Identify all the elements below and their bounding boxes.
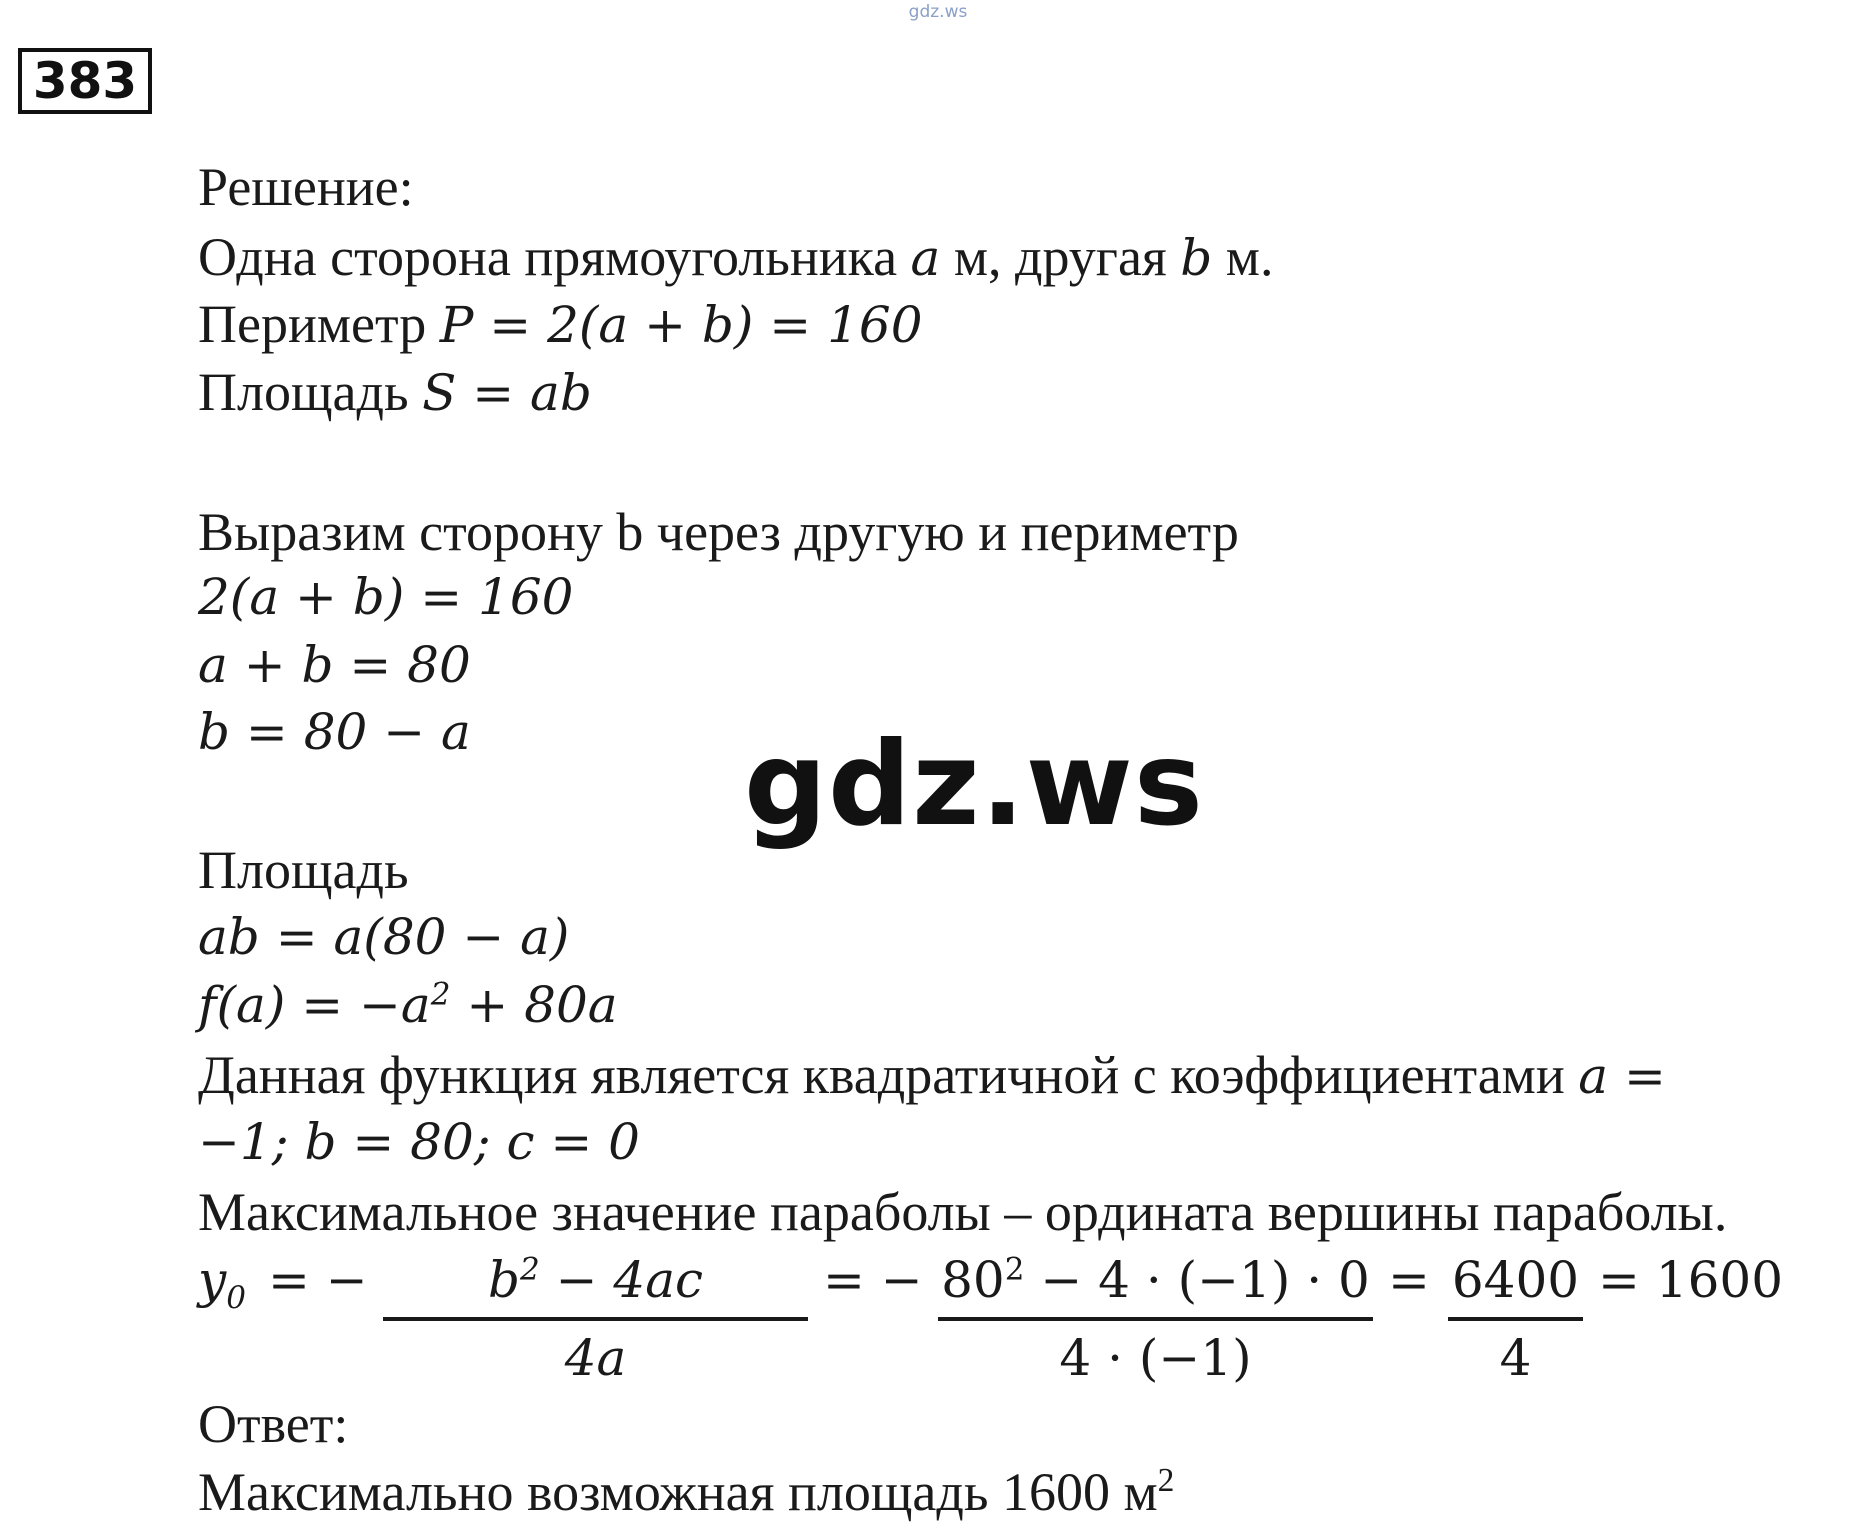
area-formula: S = ab [422, 364, 592, 422]
fraction-bar [383, 1317, 808, 1321]
fraction-simplified-numerator: 6400 [1451, 1251, 1580, 1309]
equation-2: a + b = 80 [198, 636, 471, 694]
perimeter-line [198, 292, 923, 357]
sides-text-start: Одна сторона прямоугольника [198, 227, 911, 287]
sides-sentence [198, 225, 1273, 290]
fraction-general-numerator: $b^2 - 4ac$ [487, 1251, 704, 1309]
side-a-var: a [910, 229, 941, 287]
answer-exponent: 2 [1157, 1462, 1175, 1499]
fraction-substituted-numerator: $80^2 - 4 \cdot (-1) \cdot 0$ [941, 1251, 1370, 1309]
quadratic-var-a: a = [1578, 1047, 1666, 1105]
vertex-eq-minus-1: = − [268, 1251, 368, 1309]
fraction-bar [938, 1317, 1373, 1321]
site-mark: gdz.ws [908, 2, 968, 22]
equation-1: 2(a + b) = 160 [198, 568, 574, 626]
area-heading: Площадь [198, 840, 409, 900]
quadratic-sentence [198, 1043, 1666, 1108]
sides-text-mid: м, другая [940, 227, 1181, 287]
fraction-general-denominator: 4a [564, 1329, 627, 1387]
side-b-var: b [1180, 229, 1213, 287]
perimeter-formula: P = 2(a + b) = 160 [439, 296, 923, 354]
watermark-logo: gdz.ws [744, 717, 1204, 852]
fraction-bar [1448, 1317, 1583, 1321]
equation-3: b = 80 − a [198, 703, 471, 761]
fraction-substituted [938, 1245, 1373, 1393]
area-label: Площадь [198, 362, 423, 422]
fraction-substituted-denominator: 4 · (−1) [1059, 1329, 1252, 1387]
function-exponent: 2 [430, 976, 451, 1013]
vertex-y: $y_0$ [198, 1251, 246, 1316]
fraction-general [383, 1245, 808, 1393]
vertex-result: = 1600 [1598, 1251, 1784, 1309]
express-sentence: Выразим сторону b через другую и периметр [198, 502, 1239, 562]
vertex-eq-minus-2: = − [823, 1251, 923, 1309]
solution-heading: Решение: [198, 157, 414, 217]
vertex-y-subscript: 0 [226, 1280, 246, 1316]
area-equation: ab = a(80 − a) [198, 908, 570, 966]
fraction-simplified [1448, 1245, 1583, 1393]
quadratic-text: Данная функция является квадратичной с коэффициентами [198, 1045, 1579, 1105]
vertex-eq-3: = [1388, 1251, 1430, 1309]
coefficients: −1; b = 80; c = 0 [198, 1113, 640, 1171]
function-lhs: f(a) = −a [198, 976, 431, 1034]
sides-text-end: м. [1212, 227, 1274, 287]
fraction-simplified-denominator: 4 [1499, 1329, 1532, 1387]
answer-heading: Ответ: [198, 1394, 349, 1454]
max-value-sentence: Максимальное значение параболы – ордината вершины параболы. [198, 1182, 1728, 1242]
area-line [198, 360, 592, 425]
function-rhs: + 80a [450, 976, 618, 1034]
problem-number-badge: 383 [18, 48, 152, 114]
perimeter-label: Периметр [198, 294, 440, 354]
answer-text: Максимально возможная площадь 1600 $м^2$ [198, 1462, 1175, 1522]
function-equation [198, 973, 618, 1037]
